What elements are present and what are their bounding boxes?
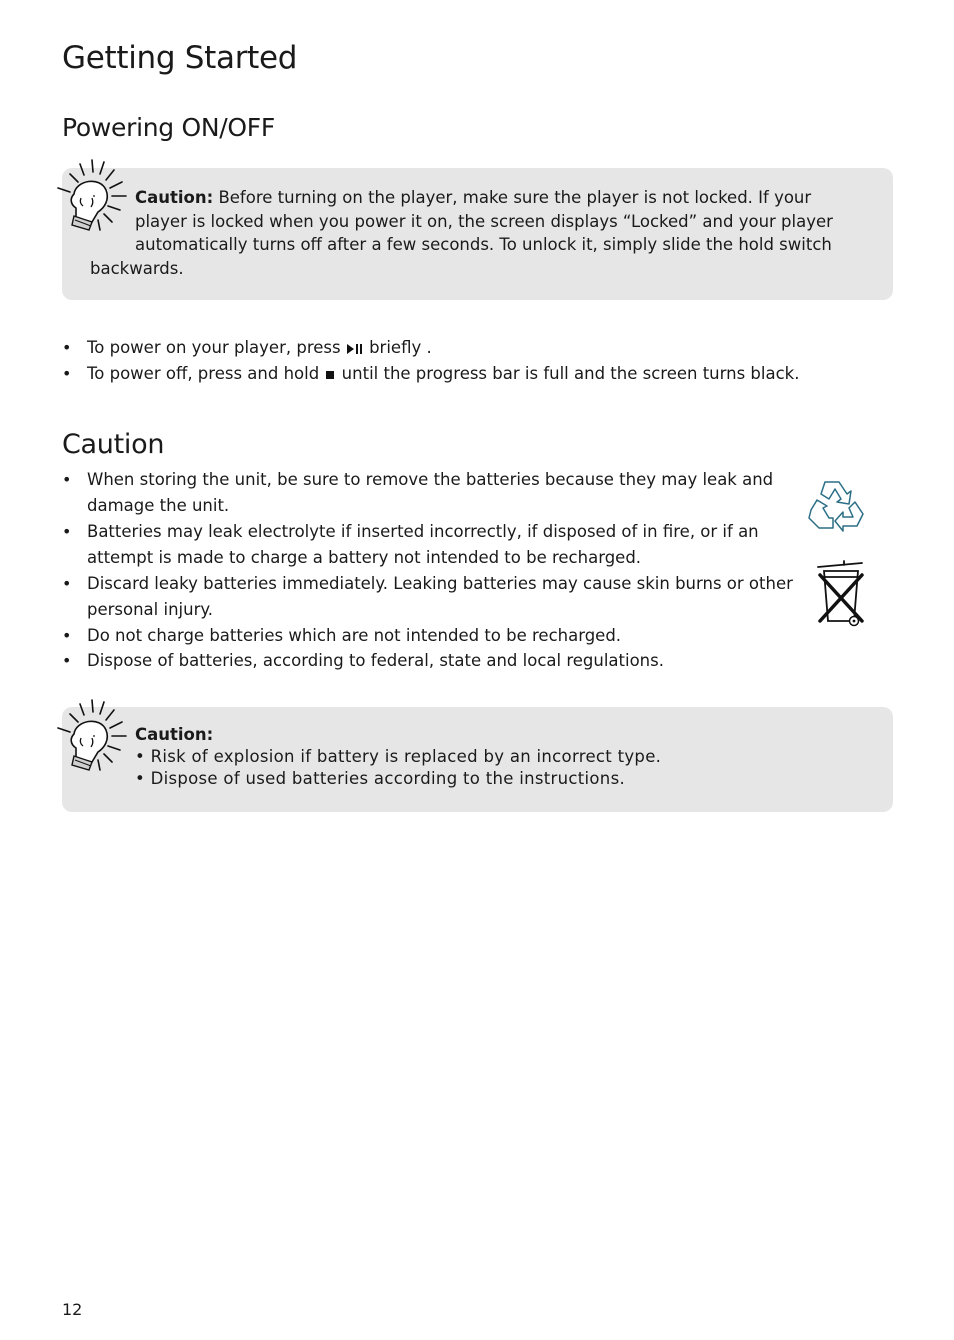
bullet-dot: • <box>62 470 72 489</box>
play-pause-icon <box>346 342 364 356</box>
bullet-dot: • <box>62 574 72 593</box>
crossed-bin-icon <box>814 559 870 629</box>
list-item-text: Do not charge batteries which are not intended to be recharged. <box>87 626 622 645</box>
recycle-icon <box>803 474 869 540</box>
bullet-dot: • <box>62 651 72 670</box>
stop-icon <box>324 369 336 381</box>
bullet-dot: • <box>62 522 72 541</box>
list-item-text: Dispose of batteries, according to federal, state and local regulations. <box>87 651 664 670</box>
lightbulb-tip-icon <box>52 156 132 246</box>
caution-label: Caution: <box>135 188 214 207</box>
caution-note-line-4: backwards. <box>90 259 184 278</box>
caution-note-line-1 <box>135 186 811 210</box>
page-title: Getting Started <box>62 40 298 76</box>
caution-note-line-1: • Risk of explosion if battery is replaced by an incorrect type. <box>135 747 662 766</box>
bullet-dot: • <box>62 338 72 357</box>
caution-note-line-2: • Dispose of used batteries according to the instructions. <box>135 769 626 788</box>
caution-note-line-2: player is locked when you power it on, the screen displays “Locked” and your player <box>135 212 833 231</box>
caution-label: Caution: <box>135 725 214 744</box>
list-item-text: damage the unit. <box>87 496 230 515</box>
list-item-text: To power off, press and hold until the progress bar is full and the screen turns black. <box>87 364 800 383</box>
section-title-caution: Caution <box>62 429 165 460</box>
list-item-text: Batteries may leak electrolyte if inserted incorrectly, if disposed of in fire, or if an <box>87 522 759 541</box>
lightbulb-tip-icon <box>52 696 132 786</box>
bullet-dot: • <box>62 364 72 383</box>
list-item-text: attempt is made to charge a battery not intended to be recharged. <box>87 548 642 567</box>
caution-note-line-3: automatically turns off after a few seconds. To unlock it, simply slide the hold switch <box>135 235 832 254</box>
list-item-text: Discard leaky batteries immediately. Leaking batteries may cause skin burns or other <box>87 574 793 593</box>
section-title-powering: Powering ON/OFF <box>62 113 275 142</box>
bullet-dot: • <box>62 626 72 645</box>
list-item-text: To power on your player, press briefly . <box>87 338 432 357</box>
list-item-text: personal injury. <box>87 600 214 619</box>
caution-note-text: Before turning on the player, make sure the player is not locked. If your <box>213 188 812 207</box>
page-number: 12 <box>62 1300 83 1319</box>
list-item-text: When storing the unit, be sure to remove the batteries because they may leak and <box>87 470 774 489</box>
